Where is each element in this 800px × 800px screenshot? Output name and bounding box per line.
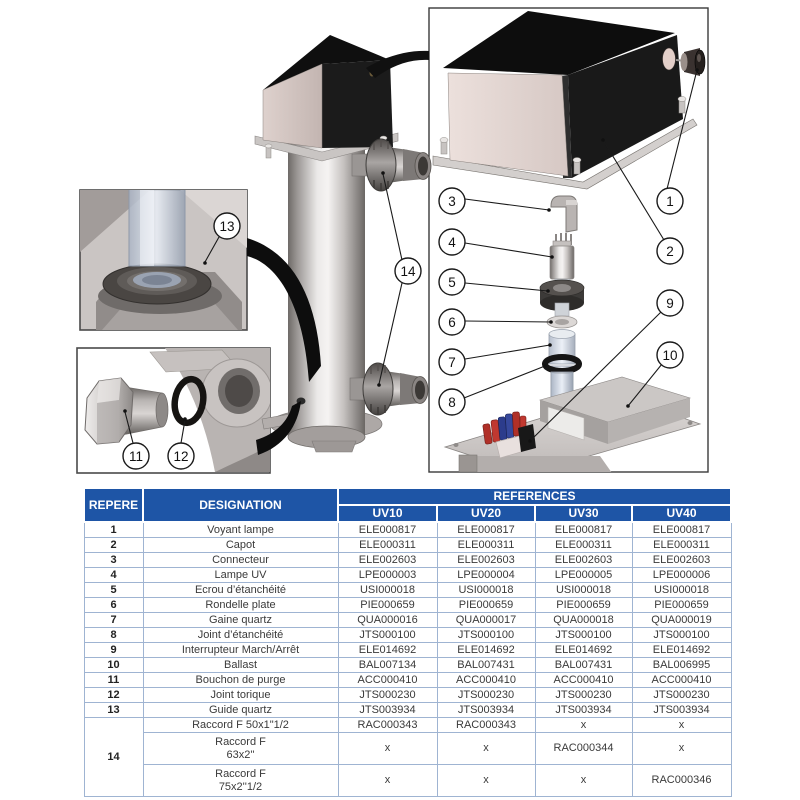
repere-cell: 7 [84, 613, 143, 628]
ref-cell: LPE000006 [632, 568, 731, 583]
ref-cell: JTS003934 [535, 703, 632, 718]
designation-line: Raccord F [215, 736, 266, 749]
designation-cell: Voyant lampe [143, 522, 338, 538]
designation-cell [143, 765, 338, 797]
ref-cell: BAL007431 [535, 658, 632, 673]
col-header-repere: REPERE [84, 488, 143, 522]
callout-6 [439, 309, 465, 335]
callout-9 [657, 290, 683, 316]
ref-cell: x [632, 733, 731, 765]
ref-cell: x [437, 765, 535, 797]
table-row [84, 598, 731, 613]
designation-cell: Capot [143, 538, 338, 553]
designation-cell [143, 733, 338, 765]
ref-cell: ELE000817 [632, 522, 731, 538]
flange-tab [312, 441, 356, 452]
table-row [84, 568, 731, 583]
col-header-uv10: UV10 [338, 505, 437, 522]
ref-cell: ELE014692 [632, 643, 731, 658]
ref-cell: JTS000230 [437, 688, 535, 703]
ref-cell: LPE000004 [437, 568, 535, 583]
svg-text:12: 12 [173, 449, 189, 464]
col-header-uv40: UV40 [632, 505, 731, 522]
svg-text:3: 3 [448, 194, 456, 209]
table-row-14b [84, 733, 731, 765]
ref-cell: USI000018 [535, 583, 632, 598]
ref-cell: x [338, 765, 437, 797]
repere-cell: 8 [84, 628, 143, 643]
callout-7 [439, 349, 465, 375]
ref-cell: JTS000100 [338, 628, 437, 643]
repere-cell: 6 [84, 598, 143, 613]
ref-cell: JTS003934 [338, 703, 437, 718]
ref-cell: ELE000311 [632, 538, 731, 553]
ref-cell: BAL006995 [632, 658, 731, 673]
ref-cell: ELE002603 [535, 553, 632, 568]
ref-cell: ELE002603 [632, 553, 731, 568]
ref-cell: RAC000346 [632, 765, 731, 797]
ref-cell: PIE000659 [632, 598, 731, 613]
ref-cell: BAL007134 [338, 658, 437, 673]
ref-cell: USI000018 [437, 583, 535, 598]
table-row [84, 658, 731, 673]
table-row [84, 628, 731, 643]
callout-10 [657, 342, 683, 368]
ref-cell: RAC000343 [338, 718, 437, 733]
svg-text:13: 13 [219, 219, 235, 234]
ref-cell: JTS000230 [338, 688, 437, 703]
callout-8 [439, 389, 465, 415]
parts-table [83, 487, 732, 797]
ref-cell: QUA000017 [437, 613, 535, 628]
table-row [84, 538, 731, 553]
ref-cell: ACC000410 [437, 673, 535, 688]
repere-cell: 9 [84, 643, 143, 658]
ref-cell: x [437, 733, 535, 765]
repere-cell: 10 [84, 658, 143, 673]
svg-text:9: 9 [666, 296, 674, 311]
repere-cell: 1 [84, 522, 143, 538]
designation-cell: Joint torique [143, 688, 338, 703]
ref-cell: ELE002603 [338, 553, 437, 568]
col-header-uv20: UV20 [437, 505, 535, 522]
voyant-hole [663, 48, 676, 70]
svg-text:4: 4 [448, 235, 456, 250]
designation-cell: Bouchon de purge [143, 673, 338, 688]
ref-cell: QUA000016 [338, 613, 437, 628]
ref-cell: ACC000410 [338, 673, 437, 688]
ref-cell: BAL007431 [437, 658, 535, 673]
designation-cell: Joint d’étanchéité [143, 628, 338, 643]
svg-text:11: 11 [128, 449, 144, 464]
designation-cell: Connecteur [143, 553, 338, 568]
table-row [84, 613, 731, 628]
repere-cell: 11 [84, 673, 143, 688]
svg-text:10: 10 [662, 348, 678, 363]
ref-cell: ELE000311 [535, 538, 632, 553]
repere-cell: 5 [84, 583, 143, 598]
table-row [84, 673, 731, 688]
ref-cell: QUA000019 [632, 613, 731, 628]
svg-text:5: 5 [448, 275, 456, 290]
designation-line: 63x2'' [226, 748, 255, 761]
callout-5 [439, 269, 465, 295]
designation-cell: Interrupteur March/Arrêt [143, 643, 338, 658]
callout-11 [123, 443, 149, 469]
ref-cell: ACC000410 [535, 673, 632, 688]
svg-text:8: 8 [448, 395, 456, 410]
ref-cell: ELE000817 [535, 522, 632, 538]
svg-text:1: 1 [666, 194, 674, 209]
repere-cell: 4 [84, 568, 143, 583]
ref-cell: USI000018 [632, 583, 731, 598]
main-assembly [255, 35, 431, 452]
table-row-14c [84, 765, 731, 797]
callout-3 [439, 188, 465, 214]
callout-12 [168, 443, 194, 469]
col-header-references: REFERENCES [338, 488, 731, 505]
svg-text:14: 14 [400, 264, 416, 279]
ref-cell: RAC000344 [535, 733, 632, 765]
ref-cell: LPE000005 [535, 568, 632, 583]
repere-cell: 13 [84, 703, 143, 718]
table-row [84, 643, 731, 658]
ref-cell: JTS000100 [535, 628, 632, 643]
table-row-14a [84, 718, 731, 733]
designation-line: Raccord F [215, 768, 266, 781]
table-header-row [84, 488, 731, 505]
svg-text:7: 7 [448, 355, 456, 370]
quartz-tube [129, 188, 185, 266]
repere-cell: 3 [84, 553, 143, 568]
ref-cell: ELE014692 [535, 643, 632, 658]
ref-cell: JTS003934 [632, 703, 731, 718]
ref-cell: PIE000659 [437, 598, 535, 613]
ref-cell: QUA000018 [535, 613, 632, 628]
designation-cell: Ballast [143, 658, 338, 673]
table-row [84, 553, 731, 568]
table-row [84, 583, 731, 598]
designation-cell: Guide quartz [143, 703, 338, 718]
ref-cell: JTS000230 [535, 688, 632, 703]
ref-cell: LPE000003 [338, 568, 437, 583]
repere-cell: 2 [84, 538, 143, 553]
callout-13 [214, 213, 240, 239]
repere-cell: 12 [84, 688, 143, 703]
designation-cell: Ecrou d’étanchéité [143, 583, 338, 598]
ref-cell: JTS003934 [437, 703, 535, 718]
ref-cell: ELE000817 [437, 522, 535, 538]
detail-panel-guide-quartz [80, 188, 247, 330]
callout-4 [439, 229, 465, 255]
ref-cell: ACC000410 [632, 673, 731, 688]
ref-cell: ELE000311 [338, 538, 437, 553]
callout-14 [395, 258, 421, 284]
designation-line: 75x2''1/2 [218, 780, 263, 793]
ref-cell: JTS000100 [437, 628, 535, 643]
lamp-tube-segment [555, 303, 569, 316]
ref-cell: ELE000817 [338, 522, 437, 538]
callout-1 [657, 188, 683, 214]
ref-cell: JTS000230 [632, 688, 731, 703]
ref-cell: x [338, 733, 437, 765]
ref-cell: x [632, 718, 731, 733]
ref-cell: ELE014692 [437, 643, 535, 658]
col-header-uv30: UV30 [535, 505, 632, 522]
ref-cell: x [535, 765, 632, 797]
ref-cell: ELE000311 [437, 538, 535, 553]
callout-2 [657, 238, 683, 264]
ref-cell: RAC000343 [437, 718, 535, 733]
guide-quartz-part [103, 264, 211, 304]
table-row [84, 688, 731, 703]
svg-text:6: 6 [448, 315, 456, 330]
repere-cell: 14 [84, 718, 143, 797]
ref-cell: x [535, 718, 632, 733]
designation-cell: Gaine quartz [143, 613, 338, 628]
designation-cell: Lampe UV [143, 568, 338, 583]
ref-cell: ELE014692 [338, 643, 437, 658]
table-row [84, 703, 731, 718]
designation-cell: Raccord F 50x1"1/2 [143, 718, 338, 733]
ref-cell: PIE000659 [338, 598, 437, 613]
ref-cell: USI000018 [338, 583, 437, 598]
ref-cell: JTS000100 [632, 628, 731, 643]
col-header-designation: DESIGNATION [143, 488, 338, 522]
ref-cell: ELE002603 [437, 553, 535, 568]
ref-cell: PIE000659 [535, 598, 632, 613]
table-row [84, 522, 731, 538]
svg-text:2: 2 [666, 244, 674, 259]
designation-cell: Rondelle plate [143, 598, 338, 613]
